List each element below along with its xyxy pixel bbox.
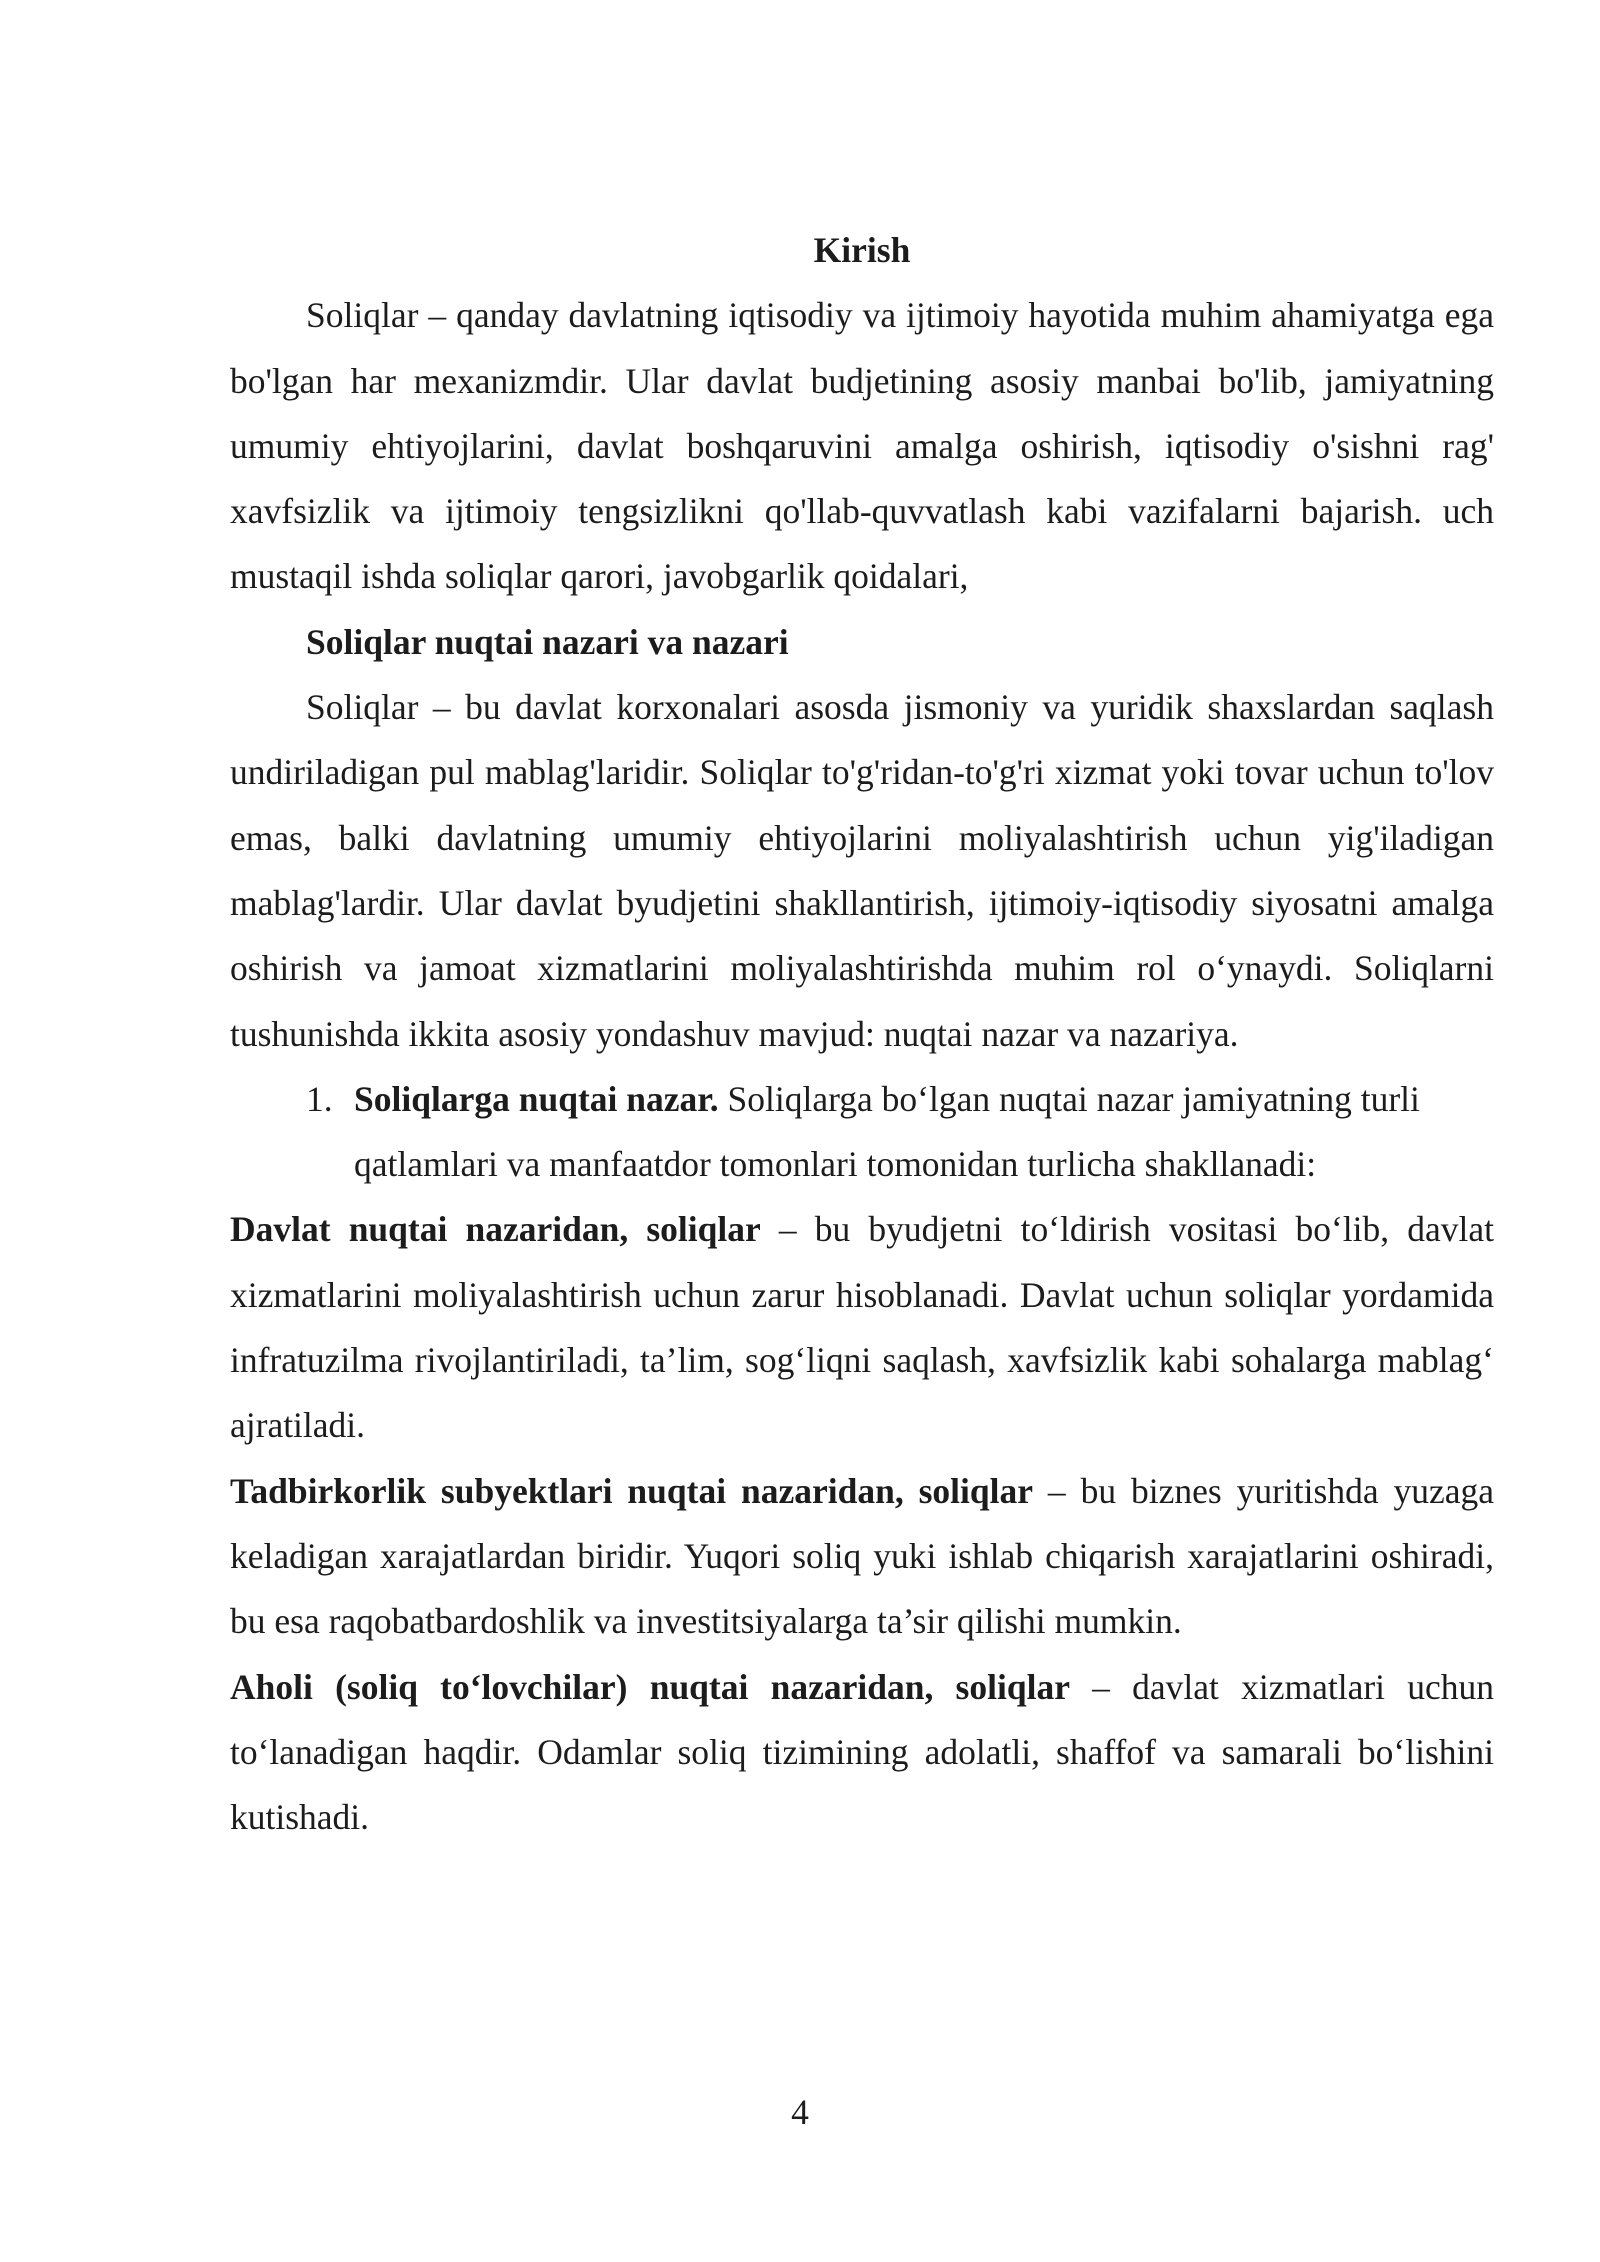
perspective-lead-population: Aholi (soliq to‘lovchilar) nuqtai nazaridan, soliqlar [230, 1666, 1070, 1707]
perspective-text-state: – bu byudjetni to‘ldirish vositasi bo‘lib, davlat xizmatlarini moliyalashtirish uchun zarur hisoblanadi. Davlat uchun soliqlar yordamida infratuzilma rivojlantiriladi, ta’lim, sog‘liqni saqlash, xavfsizlik kabi sohalarga mablag‘ ajratiladi. [230, 1209, 1494, 1446]
list-item-text: Soliqlarga bo‘lgan nuqtai nazar jamiyatning turli qatlamlari va manfaatdor tomonlari tomonidan turlicha shakllanadi: [354, 1078, 1420, 1185]
perspective-lead-business: Tadbirkorlik subyektlari nuqtai nazaridan, soliqlar [230, 1470, 1034, 1511]
perspective-lead-state: Davlat nuqtai nazaridan, soliqlar [230, 1209, 761, 1250]
intro-paragraph: Soliqlar – qanday davlatning iqtisodiy va ijtimoiy hayotida muhim ahamiyatga ega bo'lgan har mexanizmdir. Ular davlat budjetining asosiy manbai bo'lib, jamiyatning umumiy ehtiyojlarini, davlat boshqaruvini amalga oshirish, iqtisodiy o'sishni rag' xavfsizlik va ijtimoiy tengsizlikni qo'llab-quvvatlash kabi vazifalarni bajarish. uch mustaqil ishda soliqlar qarori, javobgarlik qoidalari, [230, 295, 1494, 597]
list-item-lead: Soliqlarga nuqtai nazar. [354, 1078, 719, 1119]
section-paragraph: Soliqlar – bu davlat korxonalari asosda jismoniy va yuridik shaxslardan saqlash undiriladigan pul mablag'laridir. Soliqlar to'g'ridan-to'g'ri xizmat yoki tovar uchun to'lov emas, balki davlatning umumiy ehtiyojlarini moliyalashtirish uchun yig'iladigan mablag'lardir. Ular davlat byudjetini shakllantirish, ijtimoiy-iqtisodiy siyosatni amalga oshirish va jamoat xizmatlarini moliyalashtirishda muhim rol o‘ynaydi. Soliqlarni tushunishda ikkita asosiy yondashuv mavjud: nuqtai nazar va nazariya. [230, 687, 1494, 1054]
perspective-paragraph-population [230, 1655, 1494, 1851]
perspective-text-population: – davlat xizmatlari uchun to‘lanadigan haqdir. Odamlar soliq tizimining adolatli, shaffof va samarali bo‘lishini kutishadi. [230, 1666, 1495, 1838]
perspective-paragraph-business [230, 1459, 1494, 1655]
perspective-paragraph-state [230, 1197, 1494, 1458]
list-number: 1. [306, 1078, 333, 1119]
page-number: 4 [791, 2092, 809, 2132]
page-content [230, 218, 1494, 1850]
numbered-list-item [230, 1067, 1494, 1198]
section-heading: Soliqlar nuqtai nazari va nazari [306, 621, 789, 662]
page-title: Kirish [813, 230, 911, 270]
perspective-text-business: – bu biznes yuritishda yuzaga keladigan xarajatlardan biridir. Yuqori soliq yuki ishlab chiqarish xarajatlarini oshiradi, bu esa raqobatbardoshlik va investitsiyalarga ta’sir qilishi mumkin. [230, 1470, 1494, 1642]
